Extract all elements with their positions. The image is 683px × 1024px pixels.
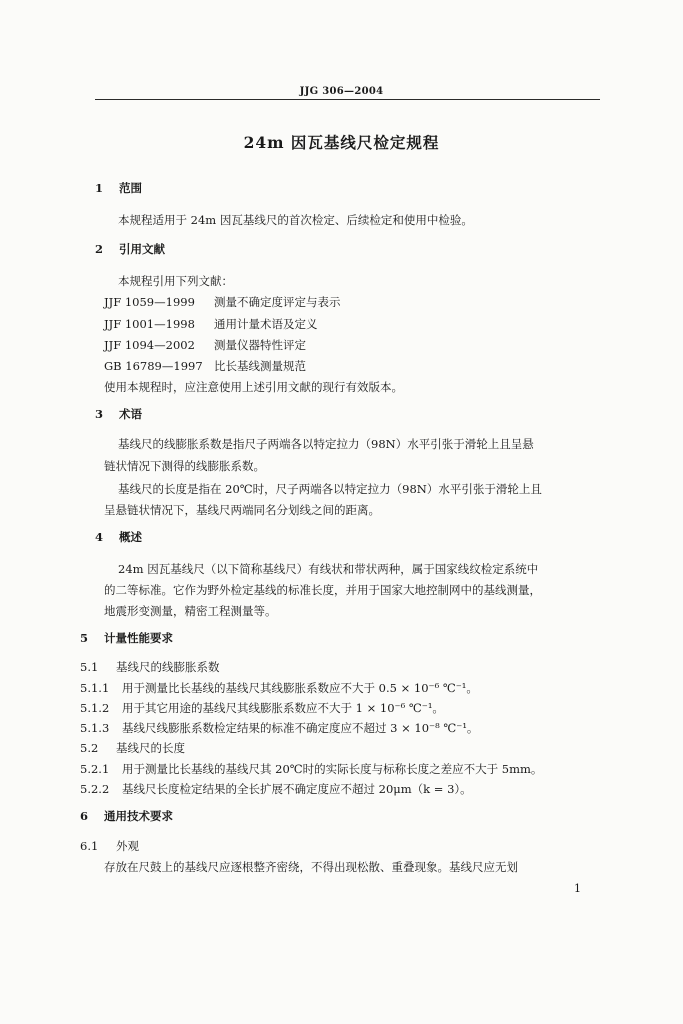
page-number: 1 <box>574 882 581 895</box>
header-rule <box>95 99 600 100</box>
clause-5-2-1 <box>80 761 542 777</box>
section-title: 范围 <box>119 181 142 195</box>
clause-text: 基线尺线膨胀系数检定结果的标准不确定度应不超过 3 × 10⁻⁸ ℃⁻¹。 <box>122 721 479 735</box>
reference-item <box>104 316 318 332</box>
section-title: 术语 <box>119 407 142 421</box>
document-title: 24m 因瓦基线尺检定规程 <box>243 133 440 152</box>
term-paragraph-line: 基线尺的长度是指在 20℃时，尺子两端各以特定拉力（98N）水平引张于滑轮上且 <box>118 482 542 496</box>
clause-number: 5.1.3 <box>80 721 110 735</box>
clause-number: 5.1 <box>80 660 99 674</box>
clause-number: 5.2.1 <box>80 762 110 776</box>
clause-5-1-2 <box>80 700 444 716</box>
term-paragraph-line: 链状情况下测得的线膨胀系数。 <box>104 459 265 473</box>
section-number: 2 <box>95 242 104 256</box>
clause-5-1-3 <box>80 720 478 736</box>
term-paragraph-line: 基线尺的线膨胀系数是指尺子两端各以特定拉力（98N）水平引张于滑轮上且呈悬 <box>118 437 534 451</box>
term-paragraph-line: 呈悬链状情况下，基线尺两端同名分划线之间的距离。 <box>104 503 380 517</box>
clause-5-2-2 <box>80 781 472 797</box>
references-note: 使用本规程时，应注意使用上述引用文献的现行有效版本。 <box>104 380 403 394</box>
clause-text: 外观 <box>116 839 139 853</box>
clause-text: 基线尺的线膨胀系数 <box>116 660 220 674</box>
section-5-heading <box>80 630 173 646</box>
reference-code: JJF 1059—1999 <box>104 295 195 309</box>
overview-line: 24m 因瓦基线尺（以下简称基线尺）有线状和带状两种，属于国家线纹检定系统中 <box>118 562 539 576</box>
section-2-heading <box>95 241 165 257</box>
clause-number: 5.1.1 <box>80 681 110 695</box>
section-1-paragraph: 本规程适用于 24m 因瓦基线尺的首次检定、后续检定和使用中检验。 <box>118 213 473 227</box>
section-title: 引用文献 <box>119 242 165 256</box>
section-number: 3 <box>95 407 104 421</box>
section-1-heading <box>95 180 142 196</box>
clause-5-1-1 <box>80 680 478 696</box>
clause-number: 6.1 <box>80 839 99 853</box>
clause-text: 用于其它用途的基线尺其线膨胀系数应不大于 1 × 10⁻⁶ ℃⁻¹。 <box>122 701 444 715</box>
clause-5-1 <box>80 659 220 675</box>
section-6-heading <box>80 808 173 824</box>
reference-item <box>104 337 306 353</box>
clause-number: 5.1.2 <box>80 701 110 715</box>
clause-6-1 <box>80 838 139 854</box>
clause-text: 用于测量比长基线的基线尺其线膨胀系数应不大于 0.5 × 10⁻⁶ ℃⁻¹。 <box>122 681 478 695</box>
reference-title: 通用计量术语及定义 <box>214 317 318 331</box>
reference-title: 比长基线测量规范 <box>214 359 306 373</box>
section-title: 概述 <box>119 530 142 544</box>
reference-title: 测量不确定度评定与表示 <box>214 295 341 309</box>
clause-text: 基线尺长度检定结果的全长扩展不确定度应不超过 20μm（k = 3）。 <box>122 782 472 796</box>
reference-title: 测量仪器特性评定 <box>214 338 306 352</box>
clause-text: 用于测量比长基线的基线尺其 20℃时的实际长度与标称长度之差应不大于 5mm。 <box>122 762 543 776</box>
section-3-heading <box>95 406 142 422</box>
section-title: 通用技术要求 <box>104 809 173 823</box>
reference-code: GB 16789—1997 <box>104 359 203 373</box>
clause-5-2 <box>80 740 185 756</box>
reference-item <box>104 294 341 310</box>
appearance-paragraph: 存放在尺鼓上的基线尺应逐根整齐密绕，不得出现松散、重叠现象。基线尺应无划 <box>104 860 518 874</box>
reference-item <box>104 358 306 374</box>
section-number: 6 <box>80 809 89 823</box>
section-4-heading <box>95 529 142 545</box>
section-title: 计量性能要求 <box>104 631 173 645</box>
clause-number: 5.2 <box>80 741 99 755</box>
references-intro: 本规程引用下列文献： <box>118 274 233 288</box>
overview-line: 地震形变测量，精密工程测量等。 <box>104 604 277 618</box>
clause-text: 基线尺的长度 <box>116 741 185 755</box>
standard-code: JJG 306—2004 <box>299 86 384 97</box>
reference-code: JJF 1094—2002 <box>104 338 195 352</box>
clause-number: 5.2.2 <box>80 782 110 796</box>
section-number: 5 <box>80 631 89 645</box>
section-number: 1 <box>95 181 104 195</box>
reference-code: JJF 1001—1998 <box>104 317 195 331</box>
overview-line: 的二等标准。它作为野外检定基线的标准长度，并用于国家大地控制网中的基线测量， <box>104 583 541 597</box>
section-number: 4 <box>95 530 104 544</box>
